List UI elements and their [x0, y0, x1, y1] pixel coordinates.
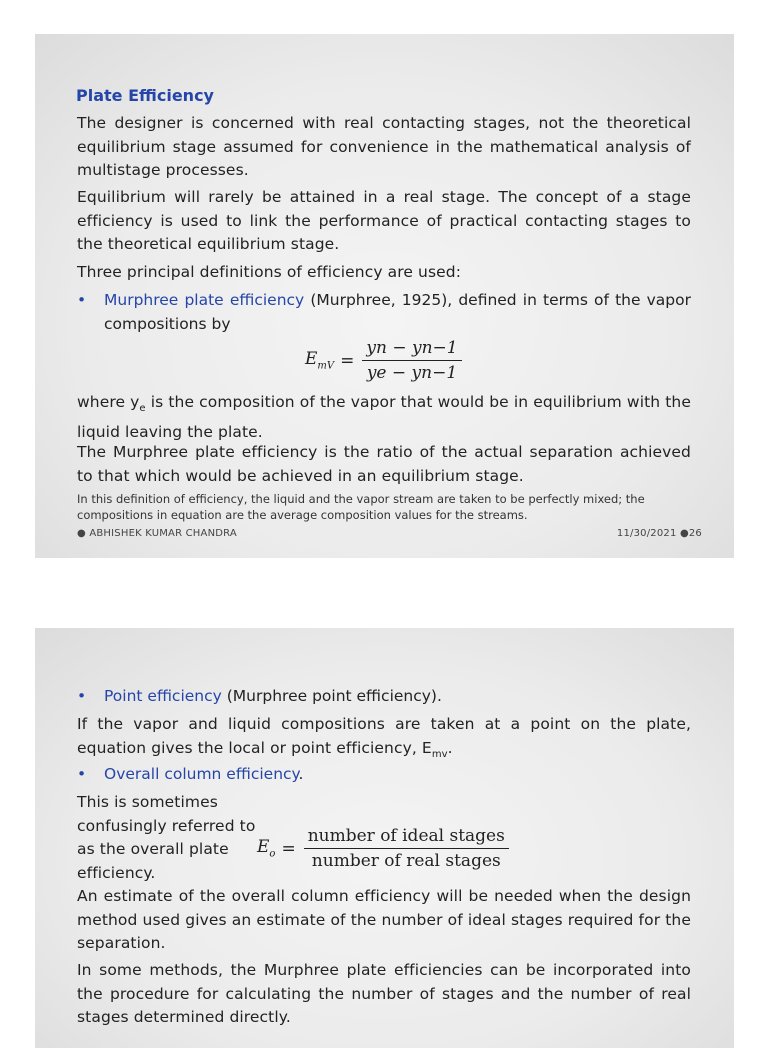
slide-1: [35, 34, 734, 558]
formula-numerator: yn − yn−1: [362, 338, 461, 361]
formula-murphree: [305, 338, 462, 383]
formula-equals: =: [281, 838, 296, 859]
footer-author: ● ABHISHEK KUMAR CHANDRA: [77, 528, 237, 539]
bullet-term: Murphree plate efficiency: [104, 291, 305, 309]
formula-fraction: [304, 826, 509, 871]
formula-equals: =: [340, 350, 355, 371]
paragraph-text: The designer is concerned with real contacting stages, not the theoretical equilibrium stage assumed for convenience in the mathematical analysis of multistage processes.: [77, 114, 691, 179]
formula-fraction: [362, 338, 461, 383]
footer-date-page: [617, 528, 702, 539]
footer-dot-icon: ●: [679, 528, 689, 539]
paragraph-designer: [77, 112, 691, 183]
bullet-dot-icon: •: [77, 687, 87, 705]
formula-lhs: $E_o$: [257, 837, 276, 860]
footer-page-number: 26: [688, 528, 702, 539]
paragraph-estimate: An estimate of the overall column efficiency will be needed when the design method used gives an estimate of the number of ideal stages required for the separation.: [77, 887, 691, 952]
paragraph-ratio: The Murphree plate efficiency is the ratio of the actual separation achieved to that which would be achieved in an equilibrium stage.: [77, 443, 691, 485]
formula-denominator: number of real stages: [311, 851, 501, 871]
bullet-dot-icon: •: [77, 765, 87, 783]
bullet-text: .: [298, 765, 304, 783]
footnote: In this definition of efficiency, the liquid and the vapor stream are taken to be perfectly mixed; the compositions in equation are the average composition values for the streams.: [77, 492, 645, 522]
formula-lhs: $E_{mV}$: [305, 349, 335, 372]
paragraph-text: Equilibrium will rarely be attained in a real stage. The concept of a stage efficiency is used to link the performance of practical contacting stages to the theoretical equilibrium stage.: [77, 188, 691, 253]
bullet-point-efficiency: [77, 685, 691, 709]
footer-dot-icon: ●: [77, 528, 86, 539]
formula-numerator: number of ideal stages: [304, 826, 509, 849]
slide-2: [35, 628, 734, 1048]
bullet-overall-efficiency: [77, 763, 691, 787]
paragraph-definitions: Three principal definitions of efficiency are used:: [77, 263, 462, 281]
paragraph-point-efficiency: If the vapor and liquid compositions are taken at a point on the plate, equation gives the local or point efficiency, $E_{mv}$.: [77, 715, 691, 760]
bullet-term: Overall column efficiency: [104, 765, 299, 783]
paragraph-confusingly: This is sometimes confusingly referred to as the overall plate efficiency.: [77, 793, 256, 882]
bullet-murphree-plate: [77, 289, 691, 336]
formula-overall: [257, 826, 509, 871]
footer-date: 11/30/2021: [616, 528, 677, 539]
paragraph-equilibrium: [77, 186, 691, 257]
formula-denominator: ye − yn−1: [366, 363, 458, 383]
bullet-text: (Murphree, 1925), defined in terms of the vapor compositions by: [104, 291, 691, 333]
paragraph-where: where $y_e$ is the composition of the vapor that would be in equilibrium with the liquid leaving the plate.: [77, 393, 691, 441]
bullet-text: (Murphree point efficiency).: [221, 687, 442, 705]
paragraph-methods: In some methods, the Murphree plate efficiencies can be incorporated into the procedure for calculating the number of stages and the number of real stages determined directly.: [77, 961, 691, 1026]
bullet-term: Point efficiency: [104, 687, 222, 705]
bullet-dot-icon: •: [77, 291, 87, 309]
slide-title: Plate Efficiency: [76, 86, 214, 105]
